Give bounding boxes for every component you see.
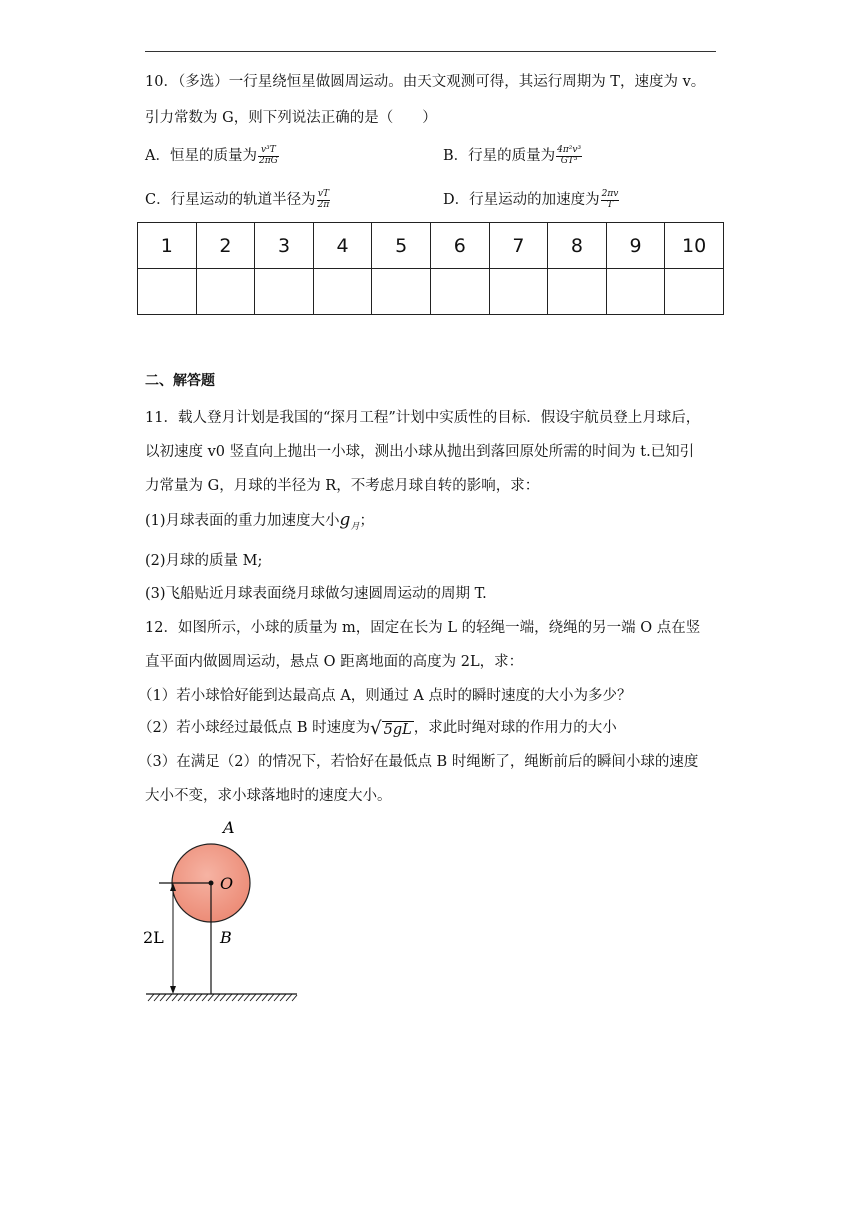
q11-sub1-text: (1)月球表面的重力加速度大小 bbox=[145, 513, 340, 529]
q10-option-b[interactable] bbox=[443, 144, 583, 166]
answer-cell-4[interactable] bbox=[313, 269, 372, 315]
answer-header-3: 3 bbox=[255, 223, 314, 269]
option-c-fraction bbox=[317, 190, 331, 210]
answer-cell-8[interactable] bbox=[548, 269, 607, 315]
pendulum-diagram bbox=[140, 812, 310, 1012]
option-a-text: A．恒星的质量为 bbox=[145, 148, 257, 164]
option-d-denominator: T bbox=[606, 199, 613, 210]
answer-cell-1[interactable] bbox=[138, 269, 197, 315]
q11-line3: 力常量为 G，月球的半径为 R，不考虑月球自转的影响，求： bbox=[145, 478, 540, 494]
q10-option-d[interactable] bbox=[443, 188, 620, 210]
q11-sub1-symbol: g bbox=[339, 510, 351, 530]
q10-line1: 10．（多选）一行星绕恒星做圆周运动。由天文观测可得，其运行周期为 T，速度为 v。 bbox=[145, 74, 706, 90]
option-b-text: B．行星的质量为 bbox=[443, 148, 556, 164]
option-c-numerator: vT bbox=[317, 189, 329, 200]
q12-sub2-post: ，求此时绳对球的作用力的大小 bbox=[413, 720, 617, 736]
label-o: O bbox=[220, 874, 234, 893]
option-a-numerator: v³T bbox=[258, 146, 279, 156]
top-rule bbox=[145, 51, 716, 52]
answer-cell-5[interactable] bbox=[372, 269, 431, 315]
q12-line2: 直平面内做圆周运动，悬点 O 距离地面的高度为 2L，求： bbox=[145, 654, 524, 670]
option-a-denominator: 2πG bbox=[258, 155, 278, 166]
label-b: B bbox=[220, 928, 232, 947]
q10-line2: 引力常数为 G，则下列说法正确的是（ ） bbox=[145, 110, 437, 126]
answer-header-2: 2 bbox=[196, 223, 255, 269]
option-b-fraction bbox=[556, 146, 582, 166]
q11-sub2: (2)月球的质量 M; bbox=[145, 553, 263, 569]
q11-sub1-end: ； bbox=[359, 513, 374, 529]
answer-header-8: 8 bbox=[548, 223, 607, 269]
sqrt-expression: √ 5gL bbox=[370, 717, 412, 739]
q11-line1: 11．载人登月计划是我国的“探月工程”计划中实质性的目标．假设宇航员登上月球后， bbox=[145, 410, 701, 426]
option-d-fraction bbox=[601, 190, 620, 210]
option-b-denominator: GT³ bbox=[560, 155, 578, 166]
q11-sub3: (3)飞船贴近月球表面绕月球做匀速圆周运动的周期 T. bbox=[145, 586, 487, 602]
answer-cell-2[interactable] bbox=[196, 269, 255, 315]
option-c-text: C．行星运动的轨道半径为 bbox=[145, 192, 316, 208]
ground-hatching bbox=[148, 994, 297, 1001]
q10-option-a[interactable] bbox=[145, 144, 280, 166]
answer-header-6: 6 bbox=[430, 223, 489, 269]
q12-sub1: （1）若小球恰好能到达最高点 A，则通过 A 点时的瞬时速度的大小为多少？ bbox=[138, 688, 632, 704]
option-d-numerator: 2πv bbox=[601, 189, 619, 200]
answer-header-4: 4 bbox=[313, 223, 372, 269]
option-c-denominator: 2π bbox=[317, 199, 330, 210]
option-a-fraction bbox=[258, 146, 279, 166]
answer-header-1: 1 bbox=[138, 223, 197, 269]
q12-sub3-line2: 大小不变，求小球落地时的速度大小。 bbox=[145, 788, 392, 804]
option-d-text: D．行星运动的加速度为 bbox=[443, 192, 600, 208]
answer-header-10: 10 bbox=[665, 223, 724, 269]
answer-header-7: 7 bbox=[489, 223, 548, 269]
answer-cell-10[interactable] bbox=[665, 269, 724, 315]
q11-sub1 bbox=[145, 509, 374, 532]
label-height: 2L bbox=[143, 928, 164, 947]
answer-cell-7[interactable] bbox=[489, 269, 548, 315]
option-b-numerator: 4π²v³ bbox=[557, 145, 582, 156]
q12-line1: 12．如图所示，小球的质量为 m，固定在长为 L 的轻绳一端，绕绳的另一端 O 点在竖 bbox=[145, 620, 701, 636]
answer-cell-6[interactable] bbox=[430, 269, 489, 315]
arrow-head-bottom bbox=[170, 986, 176, 994]
answer-cell-9[interactable] bbox=[606, 269, 665, 315]
q12-sub3-line1: （3）在满足（2）的情况下，若恰好在最低点 B 时绳断了，绳断前后的瞬间小球的速度 bbox=[138, 754, 699, 770]
answer-cell-3[interactable] bbox=[255, 269, 314, 315]
q11-line2: 以初速度 v0 竖直向上抛出一小球，测出小球从抛出到落回原处所需的时间为 t.已知引 bbox=[145, 444, 695, 460]
q10-option-c[interactable] bbox=[145, 188, 331, 210]
sqrt-radicand: 5gL bbox=[383, 721, 412, 738]
q12-sub2-pre: （2）若小球经过最低点 B 时速度为 bbox=[138, 720, 371, 736]
q12-sub2 bbox=[138, 716, 617, 739]
label-a: A bbox=[223, 818, 235, 837]
q11-sub1-subscript: 月 bbox=[350, 521, 360, 532]
section-title: 二、解答题 bbox=[145, 373, 215, 389]
answer-table bbox=[137, 222, 724, 315]
answer-header-5: 5 bbox=[372, 223, 431, 269]
answer-header-9: 9 bbox=[606, 223, 665, 269]
